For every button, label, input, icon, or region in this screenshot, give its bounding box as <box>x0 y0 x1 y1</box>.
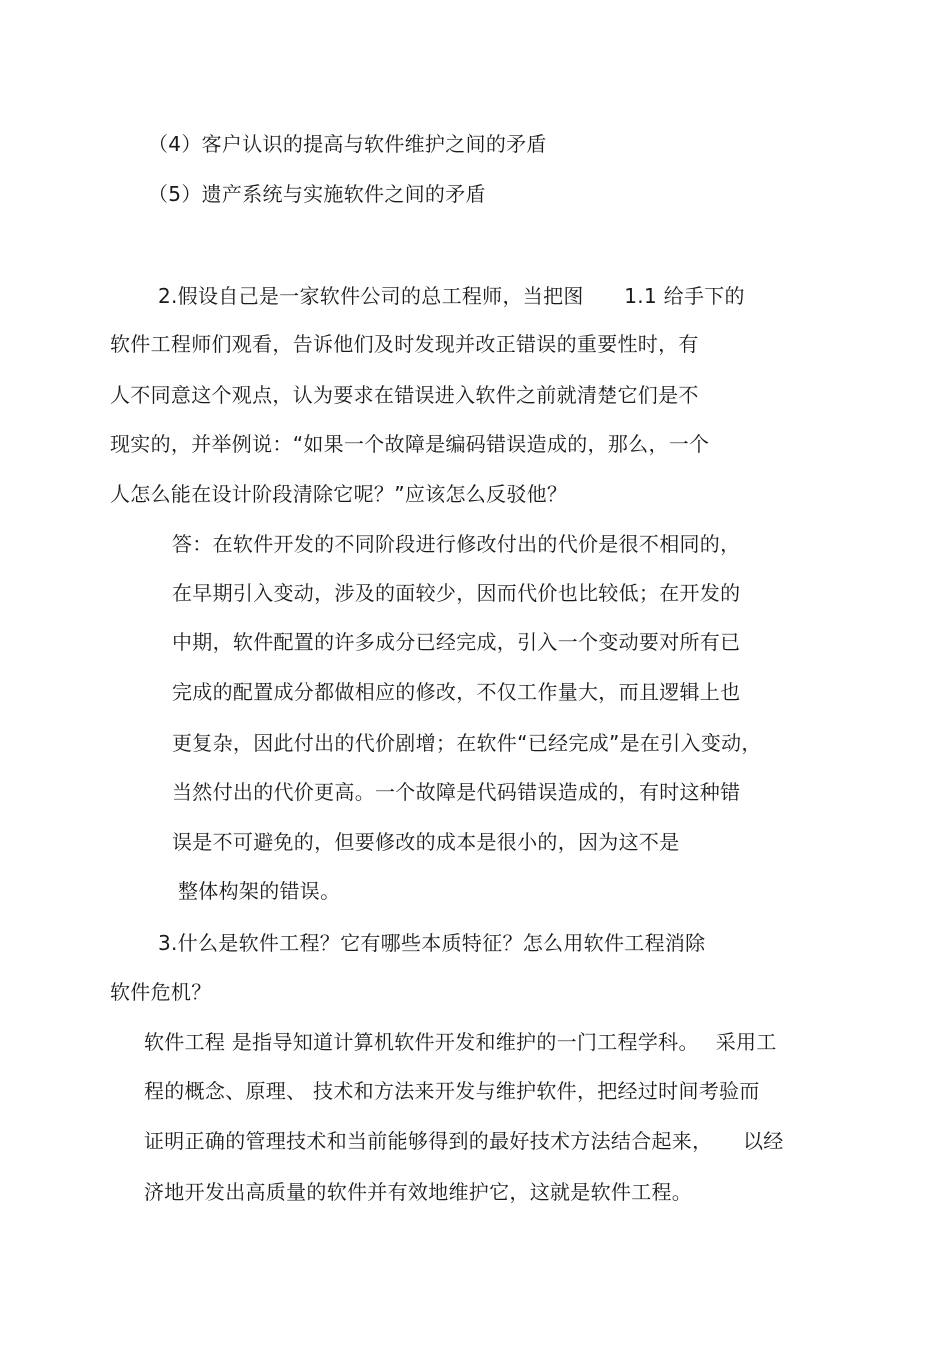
list-item-4: （4）客户认识的提高与软件维护之间的矛盾 <box>148 132 547 156</box>
answer-2-line-8: 整体构架的错误。 <box>178 879 341 903</box>
question-2-line-2: 软件工程师们观看，告诉他们及时发现并改正错误的重要性时，有 <box>110 332 699 356</box>
answer-3-line-3: 证明正确的管理技术和当前能够得到的最好技术方法结合起来， 以经 <box>144 1129 784 1153</box>
answer-2-line-4: 完成的配置成分都做相应的修改，不仅工作量大，而且逻辑上也 <box>172 680 741 704</box>
list-item-5: （5）遗产系统与实施软件之间的矛盾 <box>148 182 486 206</box>
answer-2-line-5: 更复杂，因此付出的代价剧增；在软件“已经完成”是在引入变动， <box>172 731 762 755</box>
answer-2-line-6: 当然付出的代价更高。一个故障是代码错误造成的，有时这种错 <box>172 780 741 804</box>
question-3-line-1: 3.什么是软件工程？它有哪些本质特征？怎么用软件工程消除 <box>158 931 706 955</box>
answer-3-line-1: 软件工程 是指导知道计算机软件开发和维护的一门工程学科。 采用工 <box>144 1030 777 1054</box>
question-2-line-5: 人怎么能在设计阶段清除它呢？”应该怎么反驳他？ <box>110 482 568 506</box>
question-3-line-2: 软件危机？ <box>110 980 212 1004</box>
question-2-line-4: 现实的，并举例说：“如果一个故障是编码错误造成的，那么，一个 <box>110 432 710 456</box>
answer-2-line-7: 误是不可避免的，但要修改的成本是很小的，因为这不是 <box>172 830 680 854</box>
answer-3-line-2: 程的概念、原理、 技术和方法来开发与维护软件，把经过时间考验而 <box>144 1079 760 1103</box>
answer-2-line-2: 在早期引入变动，涉及的面较少，因而代价也比较低；在开发的 <box>172 581 741 605</box>
question-2-line-3: 人不同意这个观点，认为要求在错误进入软件之前就清楚它们是不 <box>110 383 699 407</box>
answer-2-line-1: 答：在软件开发的不同阶段进行修改付出的代价是很不相同的， <box>172 532 741 556</box>
question-2-line-1: 2.假设自己是一家软件公司的总工程师，当把图 1.1 给手下的 <box>158 284 745 308</box>
answer-3-line-4: 济地开发出高质量的软件并有效地维护它，这就是软件工程。 <box>144 1180 693 1204</box>
answer-2-line-3: 中期，软件配置的许多成分已经完成，引入一个变动要对所有已 <box>172 630 741 654</box>
